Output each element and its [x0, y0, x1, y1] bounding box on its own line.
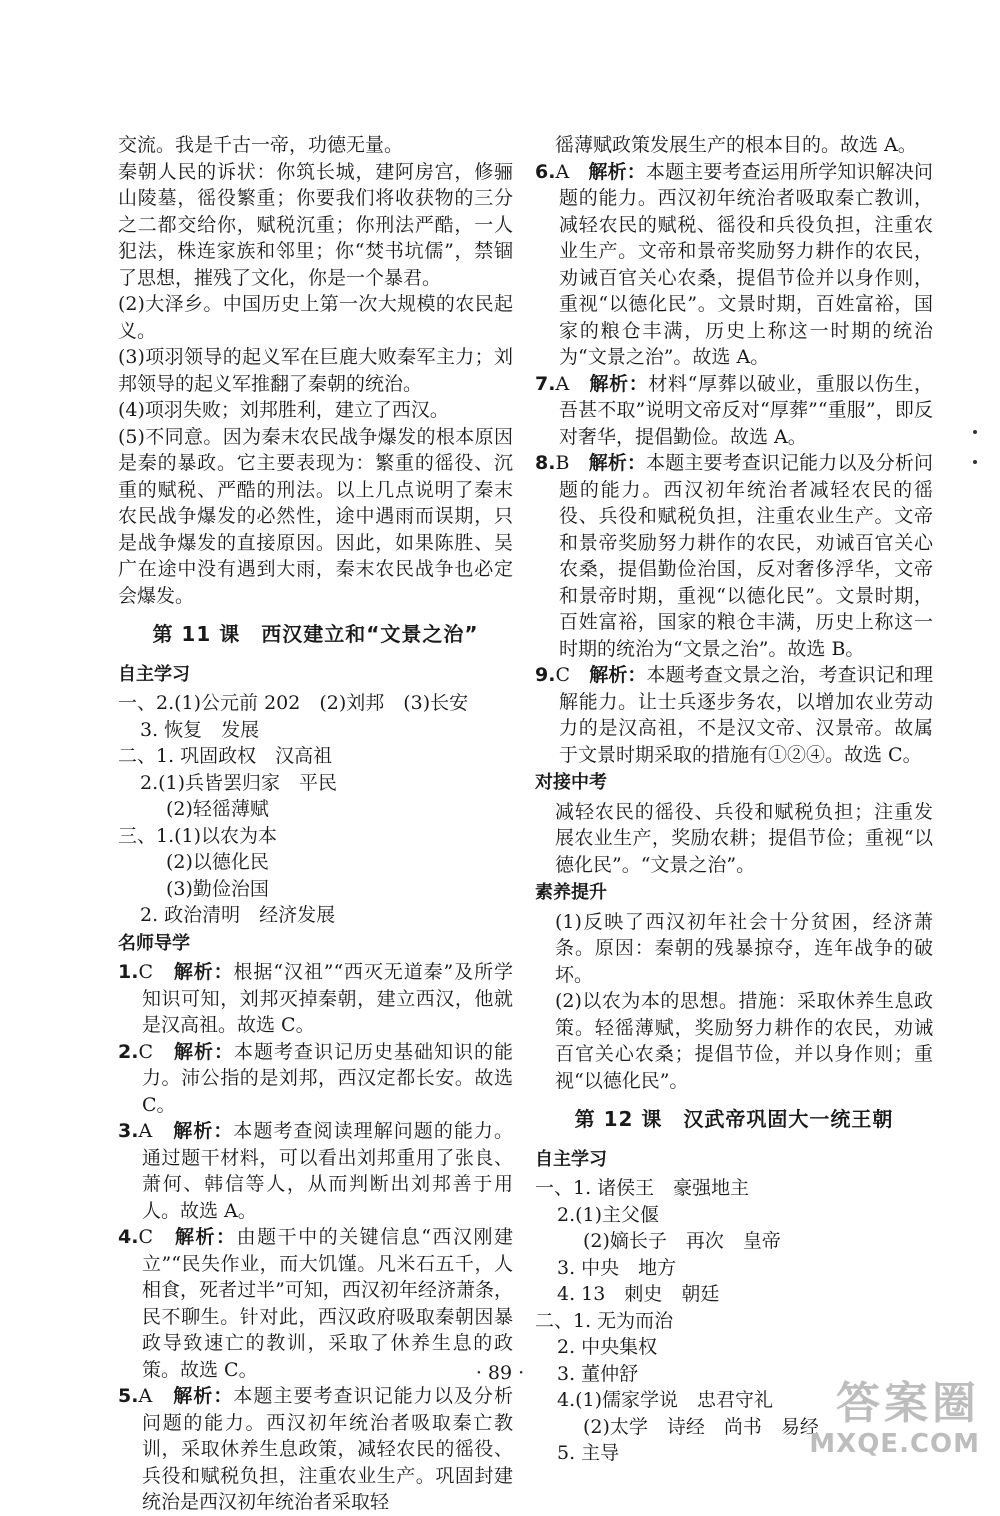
intro-line: 交流。我是千古一帝，功德无量。	[118, 134, 404, 156]
section-heading-suyang: 素养提升	[535, 882, 607, 903]
intro-paragraph: (2)大泽乡。中国历史上第一次大规模的农民起义。	[118, 293, 513, 342]
answer-line: 3. 恢复 发展	[140, 718, 260, 741]
answer-line: 2.(1)兵皆罢归家 平民	[140, 771, 338, 794]
intro-paragraph: (3)项羽领导的起义军在巨鹿大败秦军主力；刘邦领导的起义军推翻了秦朝的统治。	[118, 346, 513, 395]
lesson-12-title: 第 12 课 汉武帝巩固大一统王朝	[574, 1107, 894, 1131]
answer-line: 三、1.(1)以农为本	[118, 824, 278, 847]
question-item: 8.B 解析：本题主要考查识记能力以及分析问题的能力。西汉初年统治者减轻农民的徭役、兵役和赋税负担，注重农业生产。文帝和景帝奖励努力耕作的农民，劝诫百官关心农桑，提倡勤俭治国，反对奢侈浮华，文帝和景帝时期，重视“以德化民”。文景时期，百姓富裕，国家的粮仓丰满，历史上称这一时期的统治为“文景之治”。故选 B。	[535, 452, 933, 660]
question-item: 3.A 解析：本题考查阅读理解问题的能力。通过题干材料，可以看出刘邦重用了张良、萧何、韩信等人，从而判断出刘邦善于用人。故选 A。	[118, 1120, 513, 1222]
section-heading-zizhu: 自主学习	[118, 663, 190, 685]
answer-line: 4. 13 刺史 朝廷	[557, 1283, 720, 1305]
margin-dot	[973, 460, 977, 464]
intro-paragraph: (4)项羽失败；刘邦胜利，建立了西汉。	[118, 399, 449, 421]
answer-line: 二、1. 无为而治	[535, 1309, 674, 1332]
answer-line: (2)太学 诗经 尚书 易经	[583, 1415, 819, 1438]
lesson-11-title: 第 11 课 西汉建立和“文景之治”	[152, 622, 479, 646]
question-item: 1.C 解析：根据“汉祖”“西灭无道秦”及所学知识可知，刘邦灭掉秦朝，建立西汉，他就是汉高祖。故选 C。	[118, 961, 513, 1036]
watermark-logo-text: 答案圈	[836, 1378, 980, 1429]
continued-text: 徭薄赋政策发展生产的根本目的。故选 A。	[555, 134, 917, 156]
watermark-url: MXQE.COM	[809, 1429, 980, 1459]
answer-line: 2. 中央集权	[557, 1336, 658, 1358]
question-item: 5.A 解析：本题主要考查识记能力以及分析问题的能力。西汉初年统治者吸取秦亡教训，采取休养生息政策，减轻农民的徭役、兵役和赋税负担，注重农业生产。巩固封建统治是西汉初年统治者采取轻	[118, 1385, 513, 1513]
right-column	[535, 132, 933, 1467]
answer-line: 3. 董仲舒	[557, 1362, 639, 1385]
answer-line: 一、2.(1)公元前 202 (2)刘邦 (3)长安	[118, 692, 469, 714]
answer-line: 5. 主导	[557, 1442, 620, 1464]
page-number: · 89 ·	[475, 1362, 525, 1384]
suyang-line: (2)以农为本的思想。措施：采取休养生息政策。轻徭薄赋，奖励努力耕作的农民，劝诫百官关心农桑；提倡节俭，并以身作则；重视“以德化民”。	[555, 990, 933, 1092]
answer-line: 2.(1)主父偃	[557, 1203, 660, 1226]
intro-paragraph: (5)不同意。因为秦末农民战争爆发的根本原因是秦的暴政。它主要表现为：繁重的徭役、沉重的赋税、严酷的刑法。以上几点说明了秦末农民战争爆发的必然性，途中遇雨而误期，只是战争爆发的直接原因。因此，如果陈胜、吴广在途中没有遇到大雨，秦末农民战争也必定会爆发。	[118, 425, 513, 607]
answer-line: (2)嫡长子 再次 皇帝	[583, 1230, 781, 1252]
section-heading-duijie: 对接中考	[535, 772, 607, 793]
site-watermark	[809, 1379, 980, 1459]
section-heading-mingshi: 名师导学	[118, 932, 190, 954]
intro-paragraph: 秦朝人民的诉状：你筑长城，建阿房宫，修骊山陵墓，徭役繁重；你要我们将收获物的三分之二都交给你，赋税沉重；你刑法严酷，一人犯法，株连家族和邻里；你“焚书坑儒”，禁锢了思想，摧残了文化，你是一个暴君。	[118, 160, 513, 289]
answer-line: (2)以德化民	[166, 851, 269, 873]
question-item: 7.A 解析：材料“厚葬以破业，重服以伤生，吾甚不取”说明文帝反对“厚葬”“重服”，即反对奢华，提倡勤俭。故选 A。	[535, 372, 933, 448]
section-heading-zizhu: 自主学习	[535, 1148, 607, 1170]
answer-line: 2. 政治清明 经济发展	[140, 904, 336, 926]
duijie-text: 减轻农民的徭役、兵役和赋税负担；注重发展农业生产，奖励农耕；提倡节俭；重视“以德化民”。“文景之治”。	[555, 800, 933, 876]
question-item: 2.C 解析：本题考查识记历史基础知识的能力。沛公指的是刘邦，西汉定都长安。故选 C。	[118, 1040, 513, 1116]
question-item: 4.C 解析：由题干中的关键信息“西汉刚建立”“民失作业，而大饥馑。凡米石五千，人相食，死者过半”可知，西汉初年经济萧条，民不聊生。针对此，西汉政府吸取秦朝因暴政导致速亡的教训，采取了休养生息的政策。故选 C。	[118, 1226, 513, 1381]
margin-dot	[973, 430, 977, 434]
left-column	[118, 132, 513, 1516]
answer-line: (2)轻徭薄赋	[166, 798, 269, 820]
suyang-line: (1)反映了西汉初年社会十分贫困，经济萧条。原因：秦朝的残暴掠夺，连年战争的破坏。	[555, 910, 933, 986]
question-item: 6.A 解析：本题主要考查运用所学知识解决问题的能力。西汉初年统治者吸取秦亡教训，减轻农民的赋税、徭役和兵役负担，注重农业生产。文帝和景帝奖励努力耕作的农民，劝诫百官关心农桑，提倡节俭并以身作则，重视“以德化民”。文景时期，百姓富裕，国家的粮仓丰满，历史上称这一时期的统治为“文景之治”。故选 A。	[535, 160, 933, 368]
question-item: 9.C 解析：本题考查文景之治，考查识记和理解能力。让士兵逐步务农，以增加农业劳动力的是汉高祖，不是汉文帝、汉景帝。故属于文景时期采取的措施有①②④。故选 C。	[535, 664, 933, 766]
answer-line: 4.(1)儒家学说 忠君守礼	[557, 1389, 774, 1411]
answer-line: 3. 中央 地方	[557, 1256, 677, 1279]
answer-line: 二、1. 巩固政权 汉高祖	[118, 745, 333, 767]
answer-line: 一、1. 诸侯王 豪强地主	[535, 1177, 750, 1199]
answer-line: (3)勤俭治国	[166, 877, 269, 900]
